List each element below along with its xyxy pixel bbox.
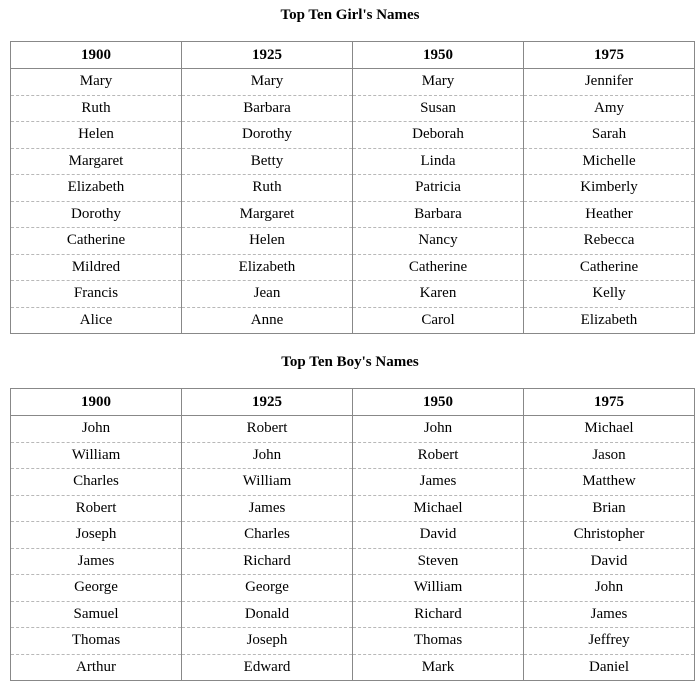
name-cell-1900: James: [11, 548, 182, 575]
name-cell-1925: Charles: [182, 522, 353, 549]
table-row: [11, 522, 695, 549]
name-cell-1925: Jean: [182, 281, 353, 308]
table-row: [11, 548, 695, 575]
name-cell-1925: Elizabeth: [182, 254, 353, 281]
name-cell-1950: Thomas: [353, 628, 524, 655]
boys-table-title: Top Ten Boy's Names: [281, 354, 419, 370]
name-cell-1950: Nancy: [353, 228, 524, 255]
name-cell-1975: Michelle: [524, 148, 695, 175]
boys-names-table: [10, 388, 695, 681]
name-cell-1925: William: [182, 469, 353, 496]
name-cell-1925: Betty: [182, 148, 353, 175]
table-row: [11, 416, 695, 443]
name-cell-1950: William: [353, 575, 524, 602]
girls-names-table: [10, 41, 695, 334]
name-cell-1975: Jeffrey: [524, 628, 695, 655]
table-row: [11, 495, 695, 522]
name-cell-1950: Deborah: [353, 122, 524, 149]
name-cell-1900: Mildred: [11, 254, 182, 281]
name-cell-1975: Sarah: [524, 122, 695, 149]
name-cell-1900: Samuel: [11, 601, 182, 628]
table-row: [11, 469, 695, 496]
name-cell-1900: Catherine: [11, 228, 182, 255]
name-cell-1925: Robert: [182, 416, 353, 443]
name-cell-1925: Margaret: [182, 201, 353, 228]
table-row: [11, 628, 695, 655]
column-header-1950: 1950: [353, 42, 524, 69]
table-row: [11, 307, 695, 334]
column-header-1975: 1975: [524, 389, 695, 416]
name-cell-1900: Francis: [11, 281, 182, 308]
name-cell-1900: George: [11, 575, 182, 602]
table-row: [11, 69, 695, 96]
name-cell-1900: Elizabeth: [11, 175, 182, 202]
table-row: [11, 254, 695, 281]
table-row: [11, 201, 695, 228]
name-cell-1975: Jennifer: [524, 69, 695, 96]
girls-table-title: Top Ten Girl's Names: [280, 7, 420, 23]
name-cell-1900: Helen: [11, 122, 182, 149]
name-cell-1975: Michael: [524, 416, 695, 443]
name-cell-1975: Catherine: [524, 254, 695, 281]
name-cell-1925: Anne: [182, 307, 353, 334]
table-row: [11, 228, 695, 255]
table-row: [11, 575, 695, 602]
name-cell-1950: Mary: [353, 69, 524, 96]
name-cell-1900: Mary: [11, 69, 182, 96]
name-cell-1900: Margaret: [11, 148, 182, 175]
name-cell-1925: Ruth: [182, 175, 353, 202]
name-cell-1950: Karen: [353, 281, 524, 308]
name-cell-1950: James: [353, 469, 524, 496]
table-row: [11, 175, 695, 202]
table-row: [11, 281, 695, 308]
table-row: [11, 95, 695, 122]
name-cell-1975: Heather: [524, 201, 695, 228]
table-row: [11, 122, 695, 149]
name-cell-1950: Mark: [353, 654, 524, 681]
column-header-1950: 1950: [353, 389, 524, 416]
name-cell-1950: Michael: [353, 495, 524, 522]
name-cell-1925: Richard: [182, 548, 353, 575]
name-cell-1925: James: [182, 495, 353, 522]
name-cell-1950: Susan: [353, 95, 524, 122]
table-row: [11, 601, 695, 628]
name-cell-1975: Brian: [524, 495, 695, 522]
column-header-1925: 1925: [182, 389, 353, 416]
column-header-1925: 1925: [182, 42, 353, 69]
header-row: [11, 42, 695, 69]
name-cell-1975: Christopher: [524, 522, 695, 549]
name-cell-1925: Helen: [182, 228, 353, 255]
name-cell-1925: Barbara: [182, 95, 353, 122]
name-cell-1950: Richard: [353, 601, 524, 628]
name-cell-1900: Joseph: [11, 522, 182, 549]
name-cell-1975: John: [524, 575, 695, 602]
table-row: [11, 442, 695, 469]
name-cell-1925: John: [182, 442, 353, 469]
name-cell-1900: Charles: [11, 469, 182, 496]
name-cell-1900: William: [11, 442, 182, 469]
column-header-1900: 1900: [11, 42, 182, 69]
table-row: [11, 148, 695, 175]
name-cell-1925: Mary: [182, 69, 353, 96]
column-header-1975: 1975: [524, 42, 695, 69]
name-cell-1975: David: [524, 548, 695, 575]
name-cell-1900: Dorothy: [11, 201, 182, 228]
name-cell-1925: Joseph: [182, 628, 353, 655]
name-cell-1975: Rebecca: [524, 228, 695, 255]
header-row: [11, 389, 695, 416]
name-cell-1950: Steven: [353, 548, 524, 575]
name-cell-1950: Carol: [353, 307, 524, 334]
name-cell-1975: Daniel: [524, 654, 695, 681]
table-row: [11, 654, 695, 681]
name-cell-1975: Kimberly: [524, 175, 695, 202]
name-cell-1925: George: [182, 575, 353, 602]
name-cell-1975: Amy: [524, 95, 695, 122]
name-cell-1900: John: [11, 416, 182, 443]
name-cell-1925: Edward: [182, 654, 353, 681]
name-cell-1950: Linda: [353, 148, 524, 175]
name-cell-1950: Barbara: [353, 201, 524, 228]
name-cell-1900: Robert: [11, 495, 182, 522]
name-cell-1975: Jason: [524, 442, 695, 469]
name-cell-1925: Donald: [182, 601, 353, 628]
name-cell-1925: Dorothy: [182, 122, 353, 149]
name-cell-1900: Arthur: [11, 654, 182, 681]
name-cell-1975: Elizabeth: [524, 307, 695, 334]
name-cell-1950: Catherine: [353, 254, 524, 281]
name-cell-1950: Robert: [353, 442, 524, 469]
name-cell-1900: Thomas: [11, 628, 182, 655]
name-cell-1950: John: [353, 416, 524, 443]
name-cell-1950: David: [353, 522, 524, 549]
name-cell-1975: Matthew: [524, 469, 695, 496]
name-cell-1975: James: [524, 601, 695, 628]
name-cell-1975: Kelly: [524, 281, 695, 308]
name-cell-1900: Ruth: [11, 95, 182, 122]
name-cell-1900: Alice: [11, 307, 182, 334]
name-cell-1950: Patricia: [353, 175, 524, 202]
column-header-1900: 1900: [11, 389, 182, 416]
